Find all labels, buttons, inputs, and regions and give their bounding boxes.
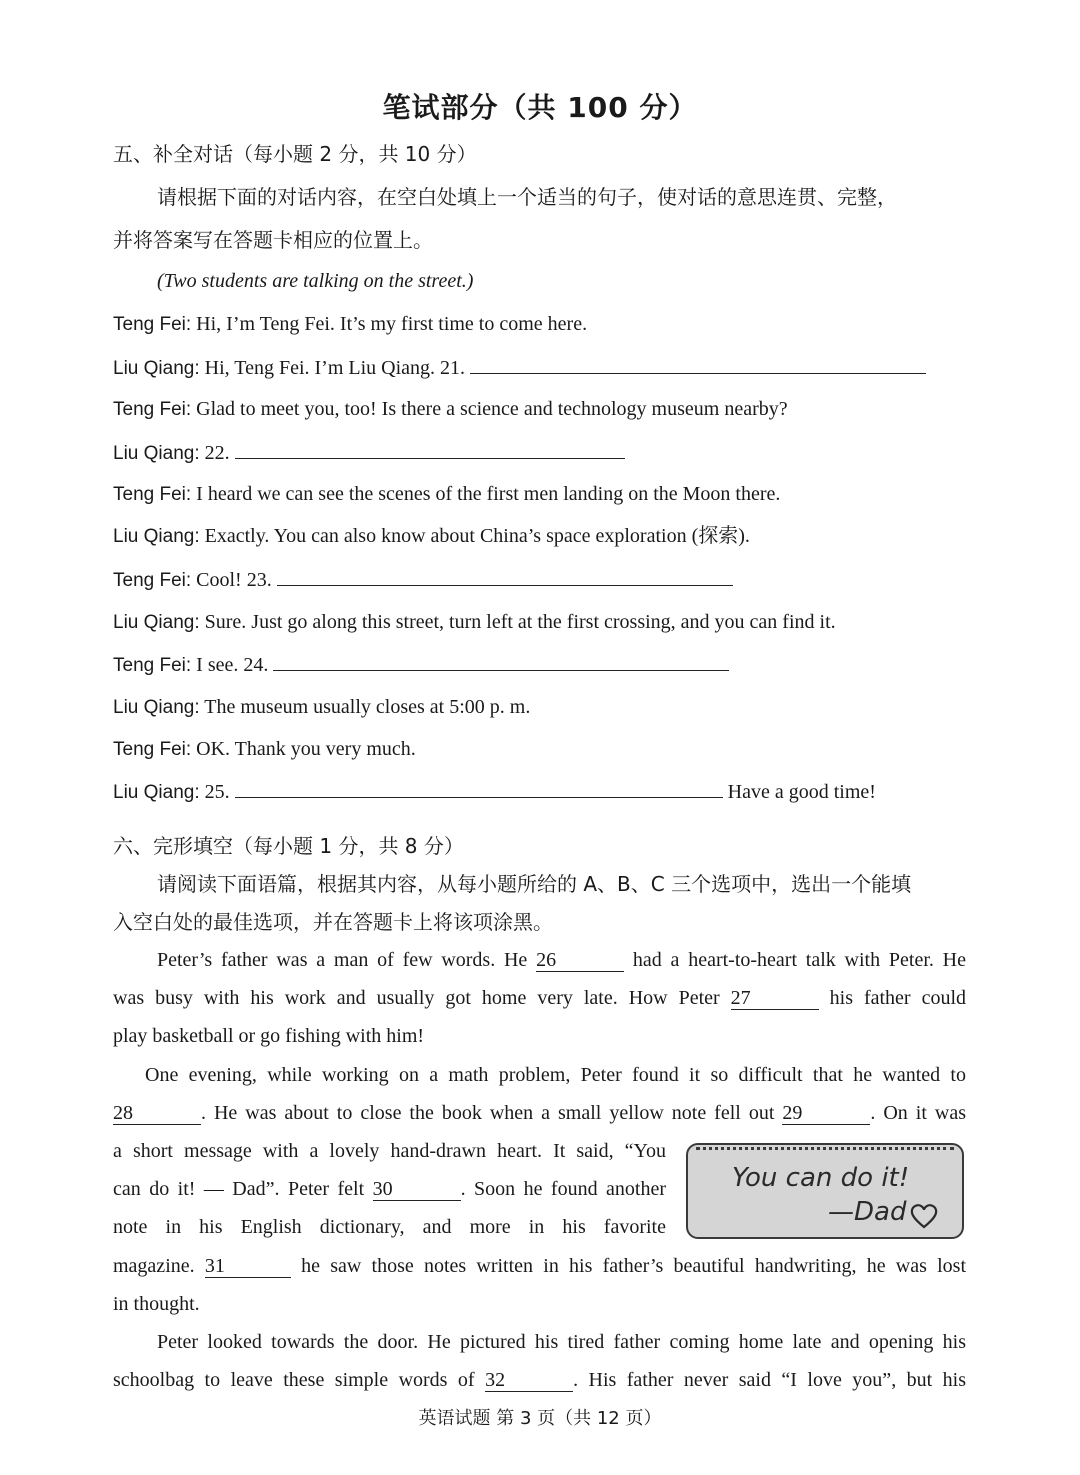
part5-instruction-line2: 并将答案写在答题卡相应的位置上。 [113,228,433,252]
speaker-name: Teng Fei: [113,655,192,676]
cloze-line [157,946,966,974]
cloze-text: schoolbag to leave these simple words of [113,1369,475,1391]
cloze-line [113,1175,666,1203]
cloze-line [113,1252,966,1280]
part6-instruction-line2: 入空白处的最佳选项，并在答题卡上将该项涂黑。 [113,910,553,934]
speaker-name: Liu Qiang: [113,782,200,803]
dialogue-line [113,438,625,468]
dialogue-text: Hi, I’m Teng Fei. It’s my first time to come here. [196,313,588,335]
blank-32[interactable]: 32 [485,1369,573,1392]
answer-blank[interactable] [470,353,926,374]
dialogue-text: Glad to meet you, too! Is there a science and technology museum nearby? [196,398,788,420]
cloze-line: Peter looked towards the door. He pictured his tired father coming home late and opening his [157,1331,966,1353]
note-dotted-edge [696,1147,954,1153]
speaker-name: Teng Fei: [113,739,192,760]
speaker-name: Teng Fei: [113,399,192,420]
dialogue-line [113,650,729,680]
blank-29[interactable]: 29 [782,1102,870,1125]
heart-icon [910,1203,938,1229]
dialogue-text: The museum usually closes at 5:00 p. m. [204,696,531,718]
cloze-line [113,1366,966,1394]
cloze-text: his father could [829,987,967,1009]
cloze-line: a short message with a lovely hand-drawn heart. It said, “You [113,1140,666,1162]
cloze-line: in thought. [113,1293,200,1315]
cloze-line: play basketball or go fishing with him! [113,1025,425,1047]
speaker-name: Liu Qiang: [113,358,200,379]
answer-blank[interactable] [277,565,733,586]
speaker-name: Teng Fei: [113,484,192,505]
dialogue-line [113,777,876,807]
dialogue-text: OK. Thank you very much. [196,738,416,760]
part6-instruction-line1: 请阅读下面语篇，根据其内容，从每小题所给的 A、B、C 三个选项中，选出一个能填 [157,872,912,896]
speaker-name: Liu Qiang: [113,697,200,718]
cloze-text: . He was about to close the book when a small yellow note fell out [201,1102,775,1124]
dialogue-line [113,353,926,383]
cloze-text: was busy with his work and usually got home very late. How Peter [113,987,720,1009]
dialogue-line [113,480,780,509]
dialogue-line [113,608,836,637]
dialogue-line [113,395,788,424]
dialogue-line [113,310,587,339]
blank-27[interactable]: 27 [731,987,819,1010]
cloze-text: can do it! — Dad”. Peter felt [113,1178,365,1200]
cloze-line [113,1099,966,1127]
note-signature: —Dad [828,1197,907,1227]
answer-blank[interactable] [235,777,723,798]
cloze-text: . His father never said “I love you”, but his [573,1369,967,1391]
speaker-name: Liu Qiang: [113,526,200,547]
dialogue-line [113,522,750,551]
blank-31[interactable]: 31 [205,1255,291,1278]
speaker-name: Teng Fei: [113,570,192,591]
speaker-name: Liu Qiang: [113,612,200,633]
cloze-text: magazine. [113,1255,195,1277]
dialogue-text: Hi, Teng Fei. I’m Liu Qiang. 21. [204,357,466,379]
cloze-text: . On it was [870,1102,966,1124]
dialogue-text-after: Have a good time! [727,781,876,803]
note-text: You can do it! [732,1163,910,1193]
note-image [686,1143,964,1239]
answer-blank[interactable] [273,650,729,671]
dialogue-text: Cool! 23. [196,569,272,591]
page-footer: 英语试题 第 3 页（共 12 页） [418,1408,662,1429]
speaker-name: Liu Qiang: [113,443,200,464]
dialogue-scene: (Two students are talking on the street.) [157,270,474,292]
dialogue-text: 25. [204,781,230,803]
speaker-name: Teng Fei: [113,314,192,335]
part6-header: 六、完形填空（每小题 1 分，共 8 分） [113,834,464,858]
answer-blank[interactable] [235,438,625,459]
cloze-line: One evening, while working on a math problem, Peter found it so difficult that he wanted to [145,1064,966,1086]
dialogue-text: I see. 24. [196,654,269,676]
dialogue-line [113,735,416,764]
cloze-text: had a heart-to-heart talk with Peter. He [632,949,966,971]
cloze-text: . Soon he found another [460,1178,667,1200]
part5-header: 五、补全对话（每小题 2 分，共 10 分） [113,142,477,166]
blank-26[interactable]: 26 [536,949,624,972]
dialogue-text: I heard we can see the scenes of the first men landing on the Moon there. [196,483,781,505]
cloze-text: Peter’s father was a man of few words. He [157,949,528,971]
part5-instruction-line1: 请根据下面的对话内容，在空白处填上一个适当的句子，使对话的意思连贯、完整， [157,185,897,209]
cloze-line [113,984,966,1012]
dialogue-text: Sure. Just go along this street, turn left at the first crossing, and you can find it. [204,611,836,633]
dialogue-text: 22. [204,442,230,464]
section-title: 笔试部分（共 100 分） [382,91,698,124]
cloze-line: note in his English dictionary, and more in his favorite [113,1216,666,1238]
cloze-text: he saw those notes written in his father’s beautiful handwriting, he was lost [301,1255,967,1277]
dialogue-text: Exactly. You can also know about China’s space exploration (探索). [204,525,750,547]
blank-28[interactable]: 28 [113,1102,201,1125]
dialogue-line [113,693,530,722]
blank-30[interactable]: 30 [373,1178,461,1201]
dialogue-line [113,565,733,595]
